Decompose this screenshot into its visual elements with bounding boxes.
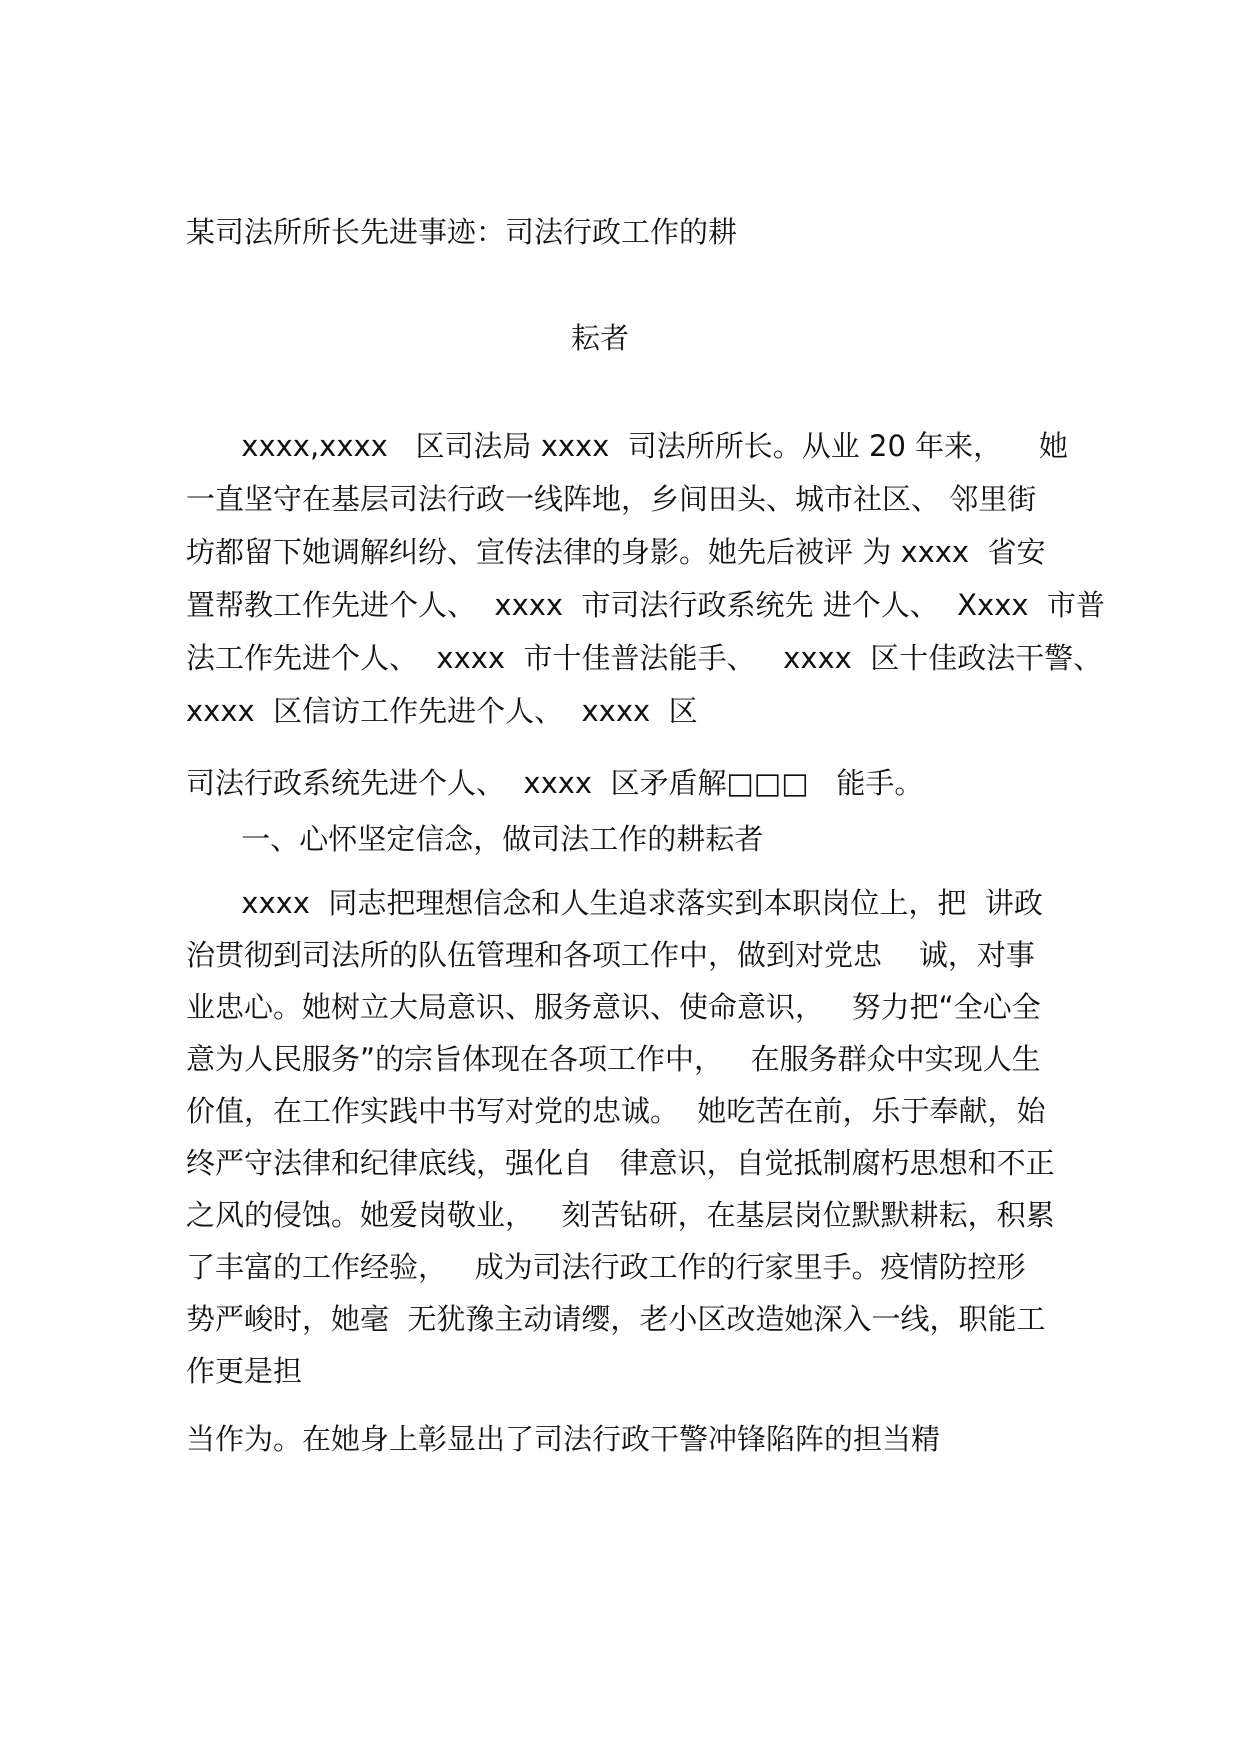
document-title-line-1: 某司法所所长先进事迹：司法行政工作的耕 (186, 215, 738, 249)
paragraph-1-line-4: 置帮教工作先进个人、 xxxx 市司法行政系统先 进个人、 Xxxx 市普 (186, 588, 1105, 622)
document-title-line-2: 耘者 (570, 321, 629, 355)
paragraph-3-line-1: 当作为。在她身上彰显出了司法行政干警冲锋陷阵的担当精 (186, 1422, 941, 1456)
paragraph-2-line-6: 终严守法律和纪律底线，强化自 律意识，自觉抵制腐朽思想和不正 (186, 1146, 1055, 1180)
paragraph-2-line-1: xxxx 同志把理想信念和人生追求落实到本职岗位上，把 讲政 (186, 886, 1043, 920)
section-heading-1: 一、心怀坚定信念，做司法工作的耕耘者 (186, 822, 764, 856)
paragraph-2-line-9: 势严峻时，她毫 无犹豫主动请缨，老小区改造她深入一线，职能工 (186, 1302, 1046, 1336)
paragraph-1-line-3: 坊都留下她调解纠纷、宣传法律的身影。她先后被评 为 xxxx 省安 (186, 535, 1046, 569)
paragraph-2-line-3: 业忠心。她树立大局意识、服务意识、使命意识， 努力把“全心全 (186, 990, 1041, 1024)
paragraph-2-line-8: 了丰富的工作经验， 成为司法行政工作的行家里手。疫情防控形 (186, 1250, 1026, 1284)
paragraph-1-line-6: xxxx 区信访工作先进个人、 xxxx 区 (186, 694, 698, 728)
paragraph-1-line-5: 法工作先进个人、 xxxx 市十佳普法能手、 xxxx 区十佳政法干警、 (186, 641, 1103, 675)
paragraph-1-line-2: 一直坚守在基层司法行政一线阵地，乡间田头、城市社区、 邻里街 (186, 482, 1037, 516)
paragraph-2-line-4: 意为人民服务”的宗旨体现在各项工作中， 在服务群众中实现人生 (186, 1042, 1041, 1076)
paragraph-2-line-10: 作更是担 (186, 1354, 303, 1388)
paragraph-2-line-7: 之风的侵蚀。她爱岗敬业， 刻苦钻研，在基层岗位默默耕耘，积累 (186, 1198, 1055, 1232)
paragraph-2-line-2: 治贯彻到司法所的队伍管理和各项工作中，做到对党忠 诚，对事 (186, 938, 1035, 972)
paragraph-1-line-1: xxxx,xxxx 区司法局 xxxx 司法所所长。从业 20 年来， 她 (186, 429, 1068, 463)
paragraph-1-tail: 司法行政系统先进个人、 xxxx 区矛盾解□□□ 能手。 (186, 766, 924, 800)
paragraph-2-line-5: 价值，在工作实践中书写对党的忠诚。 她吃苦在前，乐于奉献，始 (186, 1094, 1046, 1128)
